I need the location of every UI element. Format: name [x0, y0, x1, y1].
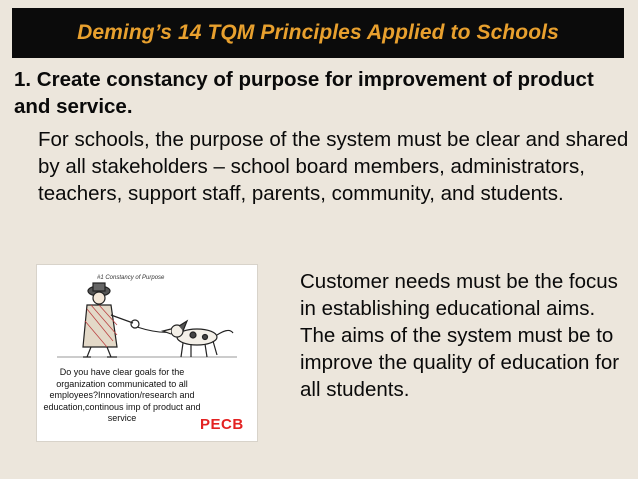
- cartoon-image: [36, 264, 258, 442]
- pecb-logo: PECB: [200, 416, 244, 433]
- principle-body: For schools, the purpose of the system must be clear and shared by all stakeholders – school board members, administrators, teachers, support staff, parents, community, and students.: [38, 128, 629, 205]
- customer-needs-text: Customer needs must be the focus in establishing educational aims. The aims of the system must be to improve the quality of education for all students.: [300, 270, 620, 401]
- cartoon-title-note: #1 Constancy of Purpose: [97, 275, 165, 281]
- title-bar: [12, 8, 624, 58]
- principle-heading: 1. Create constancy of purpose for improvement of product and service.: [14, 68, 594, 118]
- slide-title: Deming’s 14 TQM Principles Applied to Schools: [77, 21, 559, 44]
- cartoon-caption: Do you have clear goals for the organization communicated to all employees?Innovation/research and education,continous imp of product and service: [43, 367, 201, 423]
